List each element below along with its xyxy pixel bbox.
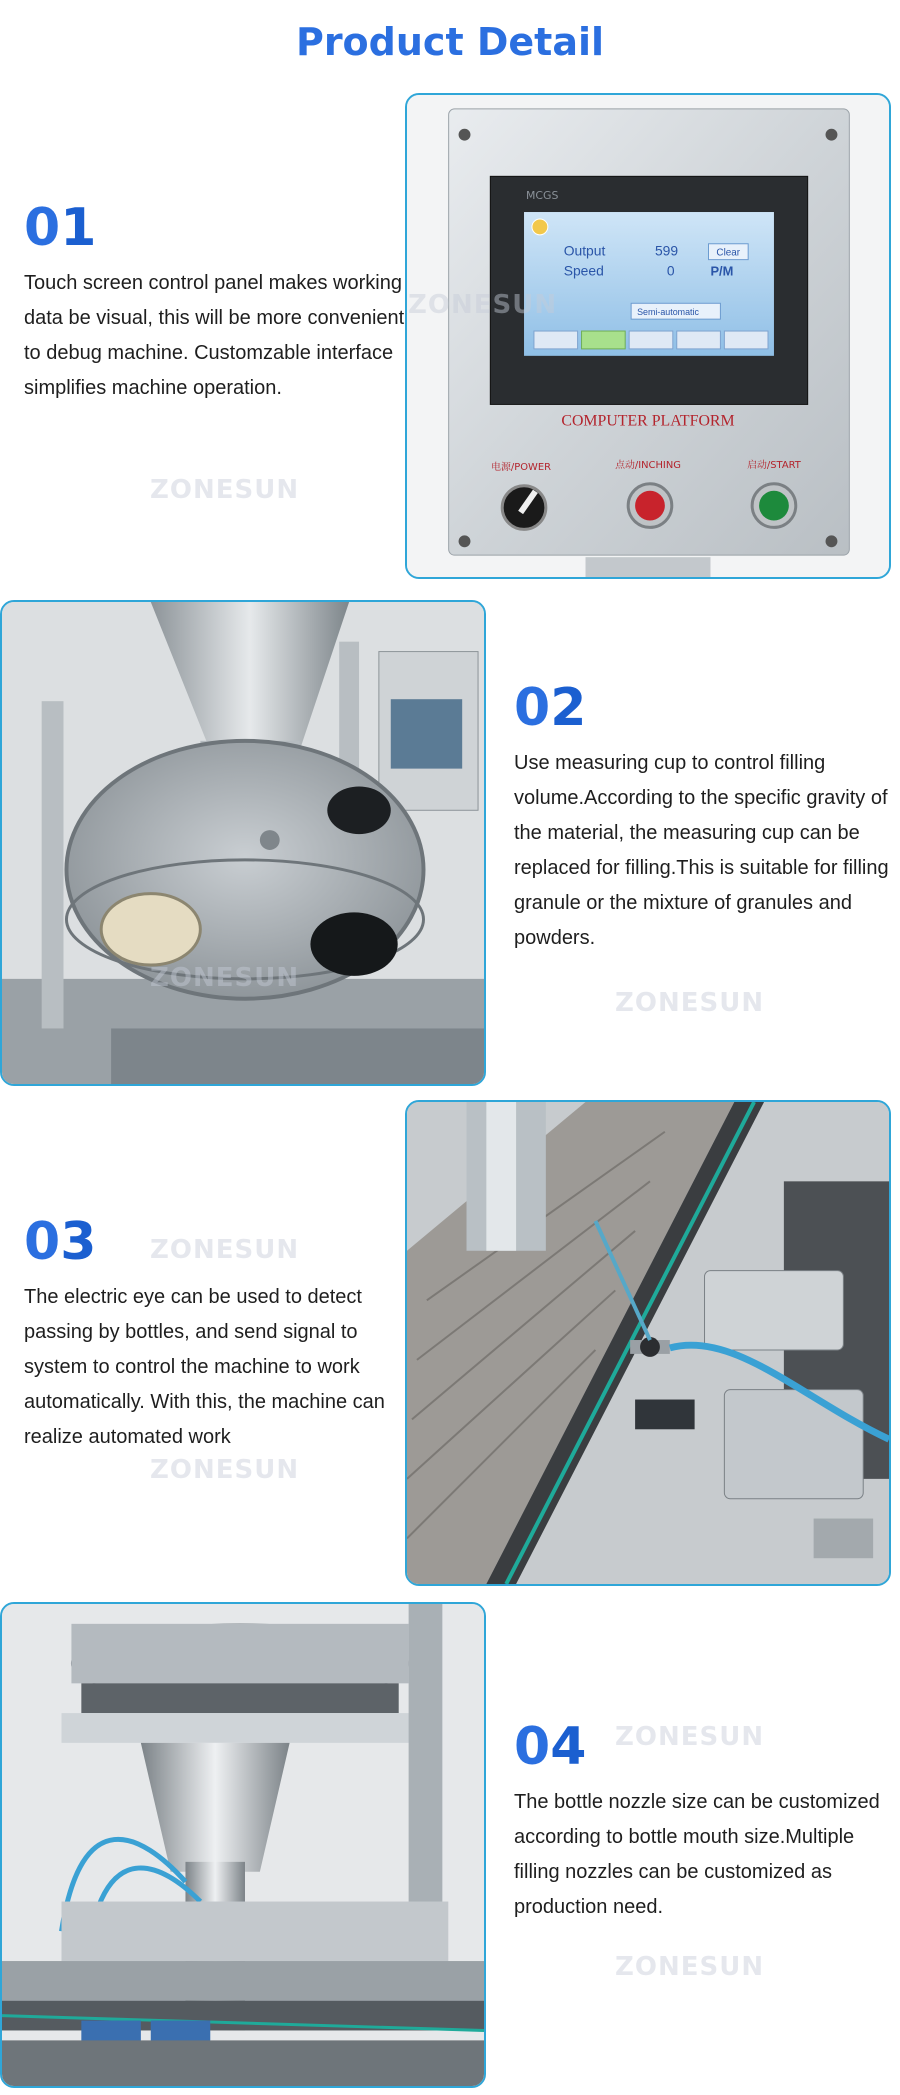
feature-description-2: Use measuring cup to control filling volume.According to the specific gravity of the material, the measuring cup can be replaced for filling.This is suitable for filling granule or the mixture of granules and powders. <box>514 752 889 949</box>
watermark: ZONESUN <box>150 475 300 505</box>
svg-text:0: 0 <box>666 262 675 279</box>
feature-number-1: 01 <box>24 198 97 258</box>
panel-caption: COMPUTER PLATFORM <box>561 412 735 430</box>
feature-section-1 <box>0 90 900 580</box>
feature-section-3 <box>0 1100 900 1590</box>
screen-brand-text: MCGS <box>526 189 559 203</box>
svg-text:Clear: Clear <box>716 247 741 259</box>
watermark: ZONESUN <box>150 1455 300 1485</box>
watermark: ZONESUN <box>408 290 558 320</box>
page-title: Product Detail <box>295 20 605 64</box>
feature-text-4 <box>514 1717 899 1925</box>
electric-eye-photo <box>405 1100 891 1586</box>
feature-section-4 <box>0 1602 900 2092</box>
watermark: ZONESUN <box>150 963 300 993</box>
measuring-cup-photo <box>0 600 486 1086</box>
svg-text:599: 599 <box>654 242 679 259</box>
control-panel-photo <box>405 93 891 579</box>
svg-text:启动/START: 启动/START <box>747 459 801 471</box>
feature-description-1: Touch screen control panel makes working data be visual, this will be more convenient to debug machine. Customzable interface simplifies machine operation. <box>24 272 405 399</box>
feature-description-3: The electric eye can be used to detect passing by bottles, and send signal to system to control the machine to work automatically. With this, the machine can realize automated work <box>24 1286 385 1448</box>
feature-text-3 <box>24 1212 409 1455</box>
svg-text:Output: Output <box>563 242 606 259</box>
feature-number-4: 04 <box>514 1717 587 1777</box>
svg-text:P/M: P/M <box>710 263 734 279</box>
svg-text:点动/INCHING: 点动/INCHING <box>615 459 681 471</box>
feature-text-2 <box>514 678 899 956</box>
feature-description-4: The bottle nozzle size can be customized according to bottle mouth size.Multiple filling nozzles can be customized as production need. <box>514 1791 880 1918</box>
feature-number-2: 02 <box>514 678 587 738</box>
feature-number-3: 03 <box>24 1212 97 1272</box>
watermark: ZONESUN <box>615 988 765 1018</box>
filling-nozzle-photo <box>0 1602 486 2088</box>
watermark: ZONESUN <box>615 1952 765 1982</box>
feature-text-1 <box>24 198 409 406</box>
feature-section-2 <box>0 600 900 1090</box>
watermark: ZONESUN <box>615 1722 765 1752</box>
svg-text:电源/POWER: 电源/POWER <box>491 461 551 473</box>
watermark: ZONESUN <box>150 1235 300 1265</box>
svg-text:Semi-automatic: Semi-automatic <box>637 307 699 318</box>
svg-text:Speed: Speed <box>563 262 604 279</box>
